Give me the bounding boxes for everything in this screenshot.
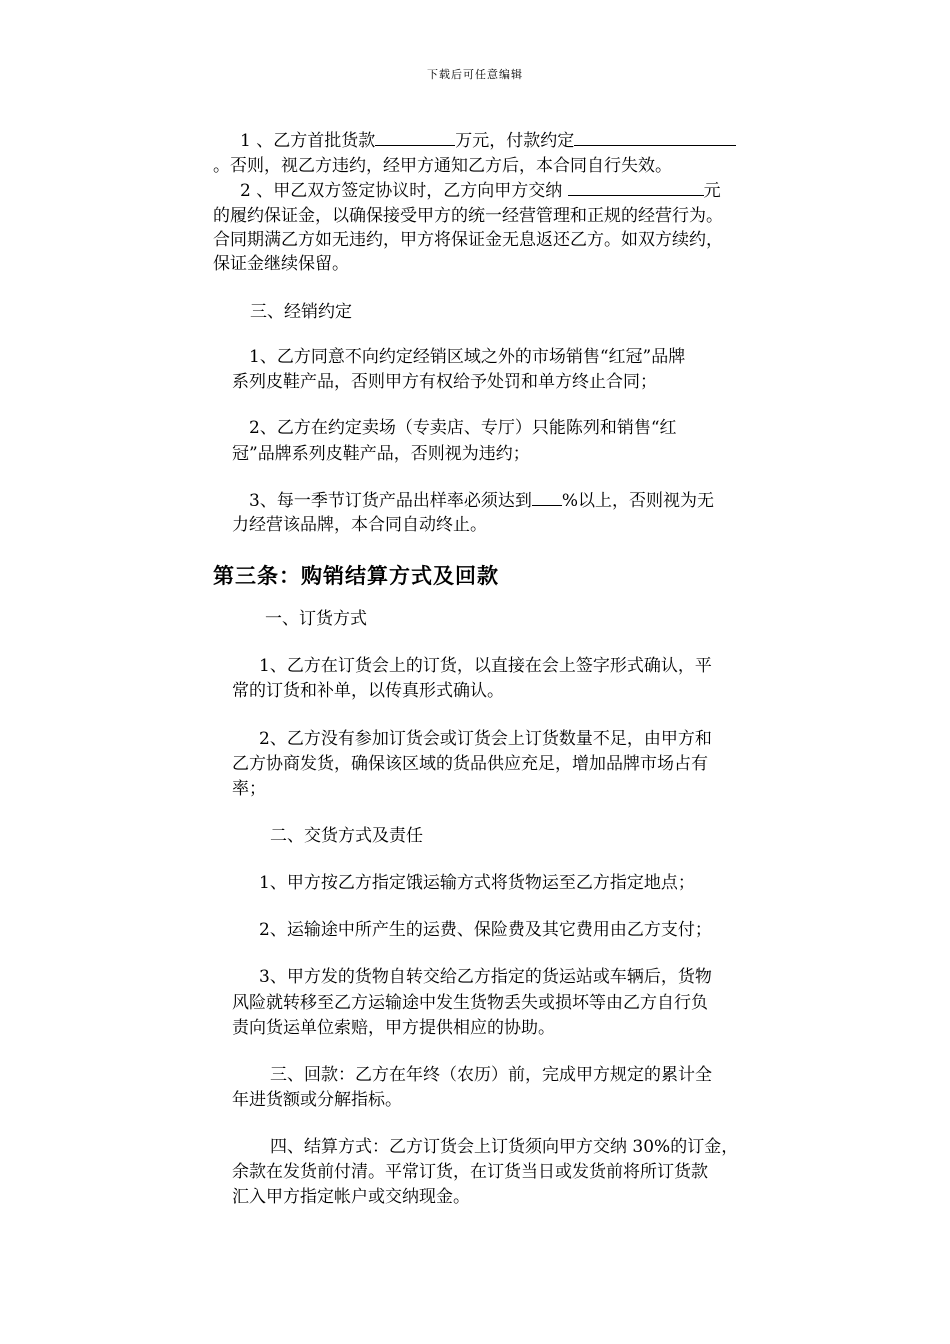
clause-line: 1、甲方按乙方指定饿运输方式将货物运至乙方指定地点； <box>259 873 695 893</box>
fill-blank <box>532 487 562 506</box>
section-heading: 二、交货方式及责任 <box>270 826 423 846</box>
clause-text: %以上，否则视为无 <box>561 491 714 511</box>
clause-line: 2、运输途中所产生的运费、保险费及其它费用由乙方支付； <box>259 920 712 940</box>
clause-text: 3、每一季节订货产品出样率必须达到 <box>249 491 532 511</box>
clause-line: 1、乙方在订货会上的订货，以直接在会上签字形式确认，平 <box>259 656 712 676</box>
clause-line: 冠”品牌系列皮鞋产品，否则视为违约； <box>232 444 530 464</box>
clause-line: 风险就转移至乙方运输途中发生货物丢失或损坏等由乙方自行负 <box>232 993 708 1013</box>
clause-line: 四、结算方式：乙方订货会上订货须向甲方交纳 30%的订金， <box>270 1137 739 1157</box>
clause-line: 的履约保证金，以确保接受甲方的统一经营管理和正规的经营行为。 <box>213 206 723 226</box>
clause-line: 3、甲方发的货物自转交给乙方指定的货运站或车辆后，货物 <box>259 967 712 987</box>
clause-line: 合同期满乙方如无违约，甲方将保证金无息返还乙方。如双方续约， <box>213 230 723 250</box>
clause-text: 2 、甲乙双方签定协议时，乙方向甲方交纳 <box>240 181 563 201</box>
clause-line: 常的订货和补单，以传真形式确认。 <box>232 681 504 701</box>
clause-line: 1、乙方同意不向约定经销区域之外的市场销售“红冠”品牌 <box>249 347 686 367</box>
clause-line: 年进货额或分解指标。 <box>232 1090 402 1110</box>
clause-line: 责向货运单位索赔，甲方提供相应的协助。 <box>232 1018 555 1038</box>
page-header-note: 下载后可任意编辑 <box>427 68 523 81</box>
clause-line: 率； <box>232 779 266 799</box>
fill-blank <box>568 177 704 196</box>
clause-line: 2、乙方没有参加订货会或订货会上订货数量不足，由甲方和 <box>259 729 712 749</box>
clause-line: 2、乙方在约定卖场（专卖店、专厅）只能陈列和销售“红 <box>249 418 677 438</box>
section-heading: 一、订货方式 <box>265 609 367 629</box>
clause-line <box>249 487 714 514</box>
clause-text: 元 <box>703 181 721 201</box>
fill-blank <box>574 127 736 146</box>
clause-line: 保证金继续保留。 <box>213 254 349 274</box>
clause-line: 力经营该品牌，本合同自动终止。 <box>232 515 487 535</box>
clause-line: 汇入甲方指定帐户或交纳现金。 <box>232 1187 470 1207</box>
article-heading: 第三条：购销结算方式及回款 <box>213 563 499 588</box>
clause-line: 系列皮鞋产品，否则甲方有权给予处罚和单方终止合同； <box>232 372 657 392</box>
section-heading: 三、经销约定 <box>250 302 352 322</box>
fill-blank <box>375 127 455 146</box>
clause-text: 万元，付款约定 <box>455 131 575 151</box>
clause-line: 乙方协商发货，确保该区域的货品供应充足，增加品牌市场占有 <box>232 754 708 774</box>
clause-line <box>240 127 736 154</box>
clause-text: 1 、乙方首批货款 <box>240 131 376 151</box>
clause-line: 三、回款：乙方在年终（农历）前，完成甲方规定的累计全 <box>270 1065 712 1085</box>
clause-line: 。否则，视乙方违约，经甲方通知乙方后，本合同自行失效。 <box>213 156 672 176</box>
clause-line <box>240 177 721 204</box>
clause-line: 余款在发货前付清。平常订货，在订货当日或发货前将所订货款 <box>232 1162 708 1182</box>
